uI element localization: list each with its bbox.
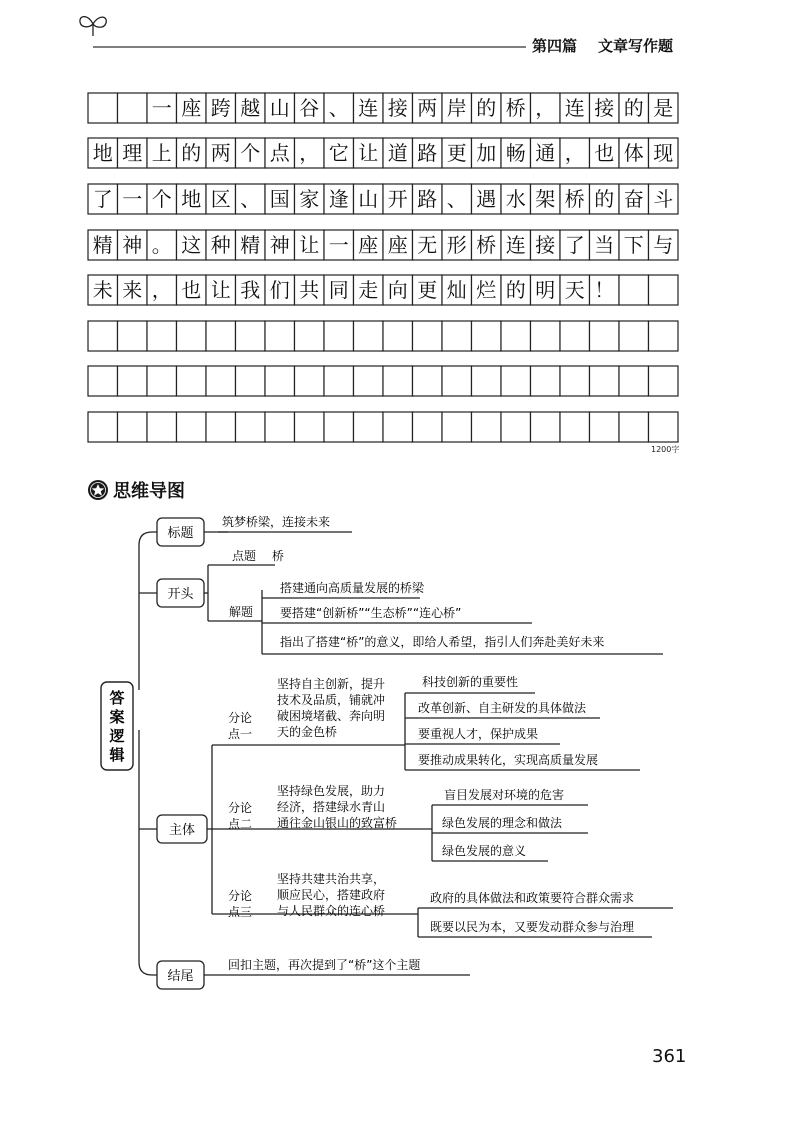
grid-char: 、 (328, 96, 349, 120)
grid-char: 逢 (328, 187, 349, 211)
explain-item: 指出了搭建“桥”的意义，即给人希望，指引人们奔赴美好未来 (280, 635, 605, 649)
node-label: 标题 (167, 526, 194, 541)
node-body (157, 674, 634, 934)
grid-char: 更 (446, 141, 467, 165)
grid-cell (118, 93, 148, 123)
point-summary: 坚持自主创新，提升 (277, 677, 386, 691)
point-summary: 通往金山银山的致富桥 (277, 816, 398, 830)
star-badge-icon (88, 480, 108, 500)
grid-cell (619, 366, 649, 396)
grid-cell (501, 366, 531, 396)
node-label: 开头 (167, 587, 194, 602)
grid-cell (206, 321, 236, 351)
grid-cell (88, 321, 118, 351)
grid-char: 同 (328, 278, 349, 302)
grid-char: 烂 (476, 278, 497, 302)
point-item: 政府的具体做法和政策要符合群众需求 (430, 891, 635, 905)
grid-char: 是 (653, 96, 674, 120)
grid-cell (649, 412, 679, 442)
grid-char: 加 (476, 141, 497, 165)
grid-char: 理 (122, 141, 143, 165)
grid-row (88, 321, 678, 351)
grid-cell (88, 366, 118, 396)
grid-char: 岸 (446, 96, 467, 120)
point-label: 点一 (228, 727, 253, 741)
grid-cell (649, 366, 679, 396)
grid-cell (649, 321, 679, 351)
grid-cell (442, 321, 472, 351)
ending-text: 回扣主题，再次提到了“桥”这个主题 (228, 958, 421, 972)
section-label: 文章写作题 (598, 37, 674, 55)
grid-cell (531, 366, 561, 396)
word-count-label: 1200字 (651, 445, 680, 454)
grid-row (88, 230, 678, 260)
point-item: 要推动成果转化，实现高质量发展 (418, 753, 599, 767)
grid-row (88, 138, 678, 168)
grid-char: 座 (181, 96, 202, 120)
grid-char: 奋 (623, 187, 644, 211)
grid-char: 斗 (653, 187, 674, 211)
title-text: 筑梦桥梁，连接未来 (222, 515, 331, 529)
grid-char: 两 (210, 141, 231, 165)
mindmap-root (101, 682, 133, 770)
point-label: 分论 (228, 801, 253, 815)
grid-char: 的 (594, 187, 615, 211)
grid-char: 未 (92, 278, 113, 302)
grid-char: 下 (623, 233, 644, 257)
body-point-2 (228, 783, 564, 858)
grid-char: ， (299, 141, 320, 165)
point-label: 分论 (228, 889, 253, 903)
point-summary: 技术及品质，铺就冲 (277, 693, 386, 707)
page-number: 361 (652, 1046, 687, 1067)
point-item: 盲目发展对环境的危害 (444, 788, 565, 802)
grid-cell (177, 412, 207, 442)
grid-char: 点 (269, 141, 290, 165)
grid-cell (236, 321, 266, 351)
grid-char: 连 (505, 233, 526, 257)
grid-cell (560, 321, 590, 351)
grid-cell (442, 366, 472, 396)
grid-char: 谷 (299, 96, 320, 120)
grid-char: 、 (240, 187, 261, 211)
grid-char: 了 (92, 187, 113, 211)
grid-cell (118, 321, 148, 351)
grid-char: 走 (358, 278, 379, 302)
point-label: 分论 (228, 711, 253, 725)
grid-cell (147, 366, 177, 396)
grid-char: 也 (181, 278, 202, 302)
grid-row (88, 93, 678, 123)
grid-char: 一 (151, 96, 172, 120)
grid-char: 座 (358, 233, 379, 257)
grid-char: 的 (623, 96, 644, 120)
grid-char: 一 (328, 233, 349, 257)
grid-char: ， (564, 141, 585, 165)
grid-char: 的 (181, 141, 202, 165)
grid-cell (88, 412, 118, 442)
grid-char: 桥 (564, 187, 585, 211)
grid-cell (442, 412, 472, 442)
grid-char: 桥 (476, 233, 497, 257)
grid-char: 连 (564, 96, 585, 120)
grid-cell (413, 412, 443, 442)
grid-char: 明 (535, 278, 556, 302)
grid-cell (147, 321, 177, 351)
grid-row (88, 184, 678, 214)
grid-char: 路 (417, 187, 438, 211)
grid-char: 水 (505, 187, 526, 211)
node-ending (157, 957, 420, 989)
grid-cell (590, 321, 620, 351)
grid-cell (88, 93, 118, 123)
grid-char: 神 (269, 233, 290, 257)
grid-char: 跨 (210, 96, 231, 120)
grid-cell (383, 412, 413, 442)
root-char: 辑 (109, 746, 125, 764)
essay-grid (88, 93, 678, 442)
grid-char: 向 (387, 278, 408, 302)
grid-char: 共 (299, 278, 320, 302)
grid-char: 越 (240, 96, 261, 120)
grid-char: 遇 (476, 187, 497, 211)
point-item: 绿色发展的意义 (442, 844, 527, 858)
grid-char: 天 (564, 278, 585, 302)
grid-cell (383, 366, 413, 396)
grid-cell (295, 412, 325, 442)
grid-char: 了 (564, 233, 585, 257)
grid-char: 种 (210, 233, 231, 257)
grid-row (88, 366, 678, 396)
grid-cell (413, 366, 443, 396)
point-summary: 破困境堵截、奔向明 (277, 709, 386, 723)
grid-char: 的 (505, 278, 526, 302)
grid-cell (265, 321, 295, 351)
grid-char: 山 (269, 96, 290, 120)
grid-char: 桥 (505, 96, 526, 120)
grid-char: 精 (240, 233, 261, 257)
grid-char: 区 (210, 187, 231, 211)
grid-cell (383, 321, 413, 351)
grid-cell (501, 321, 531, 351)
grid-char: 来 (122, 278, 143, 302)
grid-char: 我 (240, 278, 261, 302)
grid-char: 神 (122, 233, 143, 257)
grid-char: 国 (269, 187, 290, 211)
grid-char: 形 (446, 233, 467, 257)
explain-item: 要搭建“创新桥”“生态桥”“连心桥” (280, 606, 462, 620)
grid-cell (472, 412, 502, 442)
mindmap-title: 思维导图 (113, 481, 185, 502)
grid-cell (472, 366, 502, 396)
grid-cell (236, 412, 266, 442)
grid-char: 座 (387, 233, 408, 257)
grid-cell (265, 412, 295, 442)
point-summary: 坚持共建共治共享， (277, 872, 386, 886)
grid-char: 道 (387, 141, 408, 165)
grid-char: 更 (417, 278, 438, 302)
grid-char: 它 (328, 141, 349, 165)
point-summary: 与人民群众的连心桥 (277, 904, 386, 918)
grid-char: 接 (387, 96, 408, 120)
mindmap-heading (88, 480, 185, 502)
point-summary: 经济，搭建绿水青山 (277, 800, 386, 814)
grid-char: 们 (269, 278, 290, 302)
grid-char: 个 (151, 187, 172, 211)
explain-label: 解题 (229, 605, 254, 619)
chapter-label: 第四篇 (532, 37, 578, 55)
point-label: 点题 (232, 549, 257, 563)
root-char: 答 (109, 689, 125, 707)
grid-char: 。 (151, 233, 172, 257)
grid-cell (206, 412, 236, 442)
grid-cell (560, 412, 590, 442)
node-label: 结尾 (167, 969, 194, 984)
grid-char: 山 (358, 187, 379, 211)
grid-char: 与 (653, 233, 674, 257)
grid-char: 让 (299, 233, 320, 257)
point-item: 科技创新的重要性 (422, 675, 519, 689)
grid-char: 接 (594, 96, 615, 120)
grid-char: 、 (446, 187, 467, 211)
grid-cell (265, 366, 295, 396)
grid-cell (236, 366, 266, 396)
grid-cell (147, 412, 177, 442)
grid-cell (619, 321, 649, 351)
root-char: 案 (109, 708, 125, 726)
grid-cell (118, 366, 148, 396)
grid-cell (560, 366, 590, 396)
grid-char: 地 (92, 141, 113, 165)
grid-char: 个 (240, 141, 261, 165)
body-point-1 (228, 674, 598, 767)
point-summary: 坚持绿色发展，助力 (277, 784, 386, 798)
page-header (80, 17, 673, 55)
grid-cell (295, 321, 325, 351)
grid-cell (649, 275, 679, 305)
point-summary: 顺应民心，搭建政府 (277, 888, 386, 902)
grid-char: 让 (358, 141, 379, 165)
grid-cell (118, 412, 148, 442)
grid-cell (177, 366, 207, 396)
grid-cell (295, 366, 325, 396)
grid-char: ！ (594, 278, 615, 302)
explain-item: 搭建通向高质量发展的桥梁 (280, 581, 425, 595)
grid-char: 一 (122, 187, 143, 211)
grid-cell (413, 321, 443, 351)
grid-char: 让 (210, 278, 231, 302)
point-item: 要重视人才，保护成果 (418, 727, 539, 741)
body-point-3 (228, 871, 634, 934)
grid-char: 接 (535, 233, 556, 257)
grid-cell (531, 321, 561, 351)
grid-cell (531, 412, 561, 442)
point-item: 绿色发展的理念和做法 (442, 816, 563, 830)
point-label: 点二 (228, 817, 253, 831)
grid-cell (501, 412, 531, 442)
grid-char: 无 (417, 233, 438, 257)
grid-cell (354, 321, 384, 351)
grid-row (88, 412, 678, 442)
grid-char: ， (151, 278, 172, 302)
grid-char: 开 (387, 187, 408, 211)
node-title (157, 514, 330, 546)
grid-char: 这 (181, 233, 202, 257)
grid-cell (354, 412, 384, 442)
grid-char: 架 (535, 187, 556, 211)
point-item: 改革创新、自主研发的具体做法 (418, 701, 587, 715)
node-label: 主体 (168, 823, 196, 838)
grid-char: 现 (653, 141, 674, 165)
grid-char: 地 (181, 187, 202, 211)
grid-char: 当 (594, 233, 615, 257)
grid-cell (177, 321, 207, 351)
grid-char: 家 (299, 187, 320, 211)
grid-cell (619, 412, 649, 442)
grid-cell (324, 321, 354, 351)
grid-char: 也 (594, 141, 615, 165)
grid-char: 两 (417, 96, 438, 120)
grid-cell (619, 275, 649, 305)
grid-char: 路 (417, 141, 438, 165)
grid-cell (206, 366, 236, 396)
grid-char: ， (535, 96, 556, 120)
grid-cell (472, 321, 502, 351)
point-summary: 天的金色桥 (277, 725, 338, 739)
point-item: 既要以民为本，又要发动群众参与治理 (430, 920, 635, 934)
grid-char: 的 (476, 96, 497, 120)
grid-cell (354, 366, 384, 396)
grid-char: 上 (151, 141, 172, 165)
grid-cell (324, 366, 354, 396)
root-char: 逻 (109, 727, 125, 745)
grid-cell (590, 412, 620, 442)
grid-char: 精 (92, 233, 113, 257)
grid-row (88, 275, 678, 305)
grid-char: 通 (535, 141, 556, 165)
grid-char: 灿 (446, 278, 467, 302)
grid-char: 连 (358, 96, 379, 120)
grid-cell (324, 412, 354, 442)
grid-char: 体 (623, 141, 644, 165)
sprout-icon (80, 17, 106, 36)
grid-cell (590, 366, 620, 396)
grid-char: 畅 (505, 141, 526, 165)
point-label: 点三 (228, 905, 253, 919)
point-text: 桥 (272, 549, 285, 563)
